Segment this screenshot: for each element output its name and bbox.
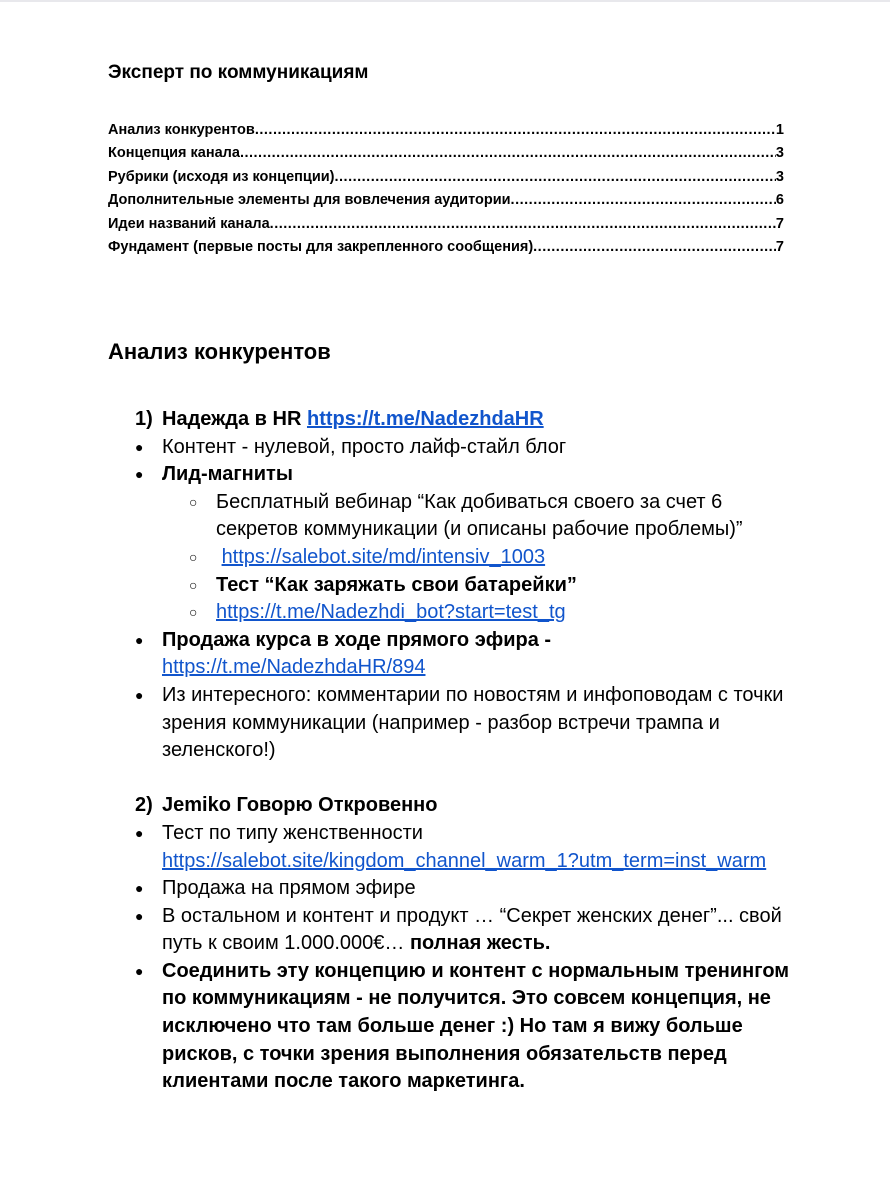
toc-page: 1: [775, 122, 784, 138]
toc-page: 7: [775, 238, 784, 255]
list-item-text: В остальном и контент и продукт … “Секрет женских денег”... свой путь к своим 1.000.000€…: [162, 904, 782, 955]
femininity-test-link[interactable]: https://salebot.site/kingdom_channel_warm_1?utm_term=inst_warm: [162, 849, 767, 872]
toc-leader: [533, 239, 776, 255]
toc-entry[interactable]: [108, 216, 784, 239]
toc-label: Фундамент (первые посты для закрепленного сообщения): [108, 238, 534, 255]
list-item: [108, 820, 798, 875]
list-item-text: Продажа на прямом эфире: [162, 877, 416, 900]
emphasis-text: полная жесть.: [409, 932, 551, 955]
list-item: [108, 903, 798, 958]
list-item-text: Лид-магниты: [162, 463, 293, 486]
competitor-heading: [108, 406, 798, 434]
toc-label: Дополнительные элементы для вовлечения аудитории: [108, 192, 511, 209]
toc-label: Идеи названий канала: [108, 215, 270, 232]
toc-page: 6: [775, 192, 784, 209]
toc-leader: [334, 169, 775, 185]
list-item-text: Контент - нулевой, просто лайф-стайл блог: [162, 435, 567, 458]
list-item: [108, 958, 798, 1096]
list-number: 2): [135, 794, 153, 817]
list-item-text: Из интересного: комментарии по новостям и инфоповодам с точки зрения коммуникации (например - разбор встречи трампа и зеленского!): [162, 683, 784, 762]
toc-leader: [511, 192, 776, 208]
toc-label: Анализ конкурентов: [108, 122, 255, 138]
document-title: Эксперт по коммуникациям: [108, 62, 369, 83]
toc-entry[interactable]: [108, 239, 784, 262]
bullet-icon: ●: [135, 438, 144, 455]
toc-label: Концепция канала: [108, 145, 240, 162]
sublist-item: [108, 544, 798, 572]
spacer: [108, 765, 798, 793]
toc-page: 3: [775, 145, 784, 162]
bullet-icon: ●: [135, 686, 144, 703]
competitor-name: Надежда в HR: [162, 408, 307, 430]
list-item-text: Тест “Как заряжать свои батарейки”: [216, 573, 577, 596]
hollow-bullet-icon: ○: [189, 604, 198, 621]
competitor-name: Jemiko Говорю Откровенно: [162, 794, 438, 817]
bullet-icon: ●: [135, 880, 144, 897]
list-item: [108, 627, 798, 682]
list-item: [108, 875, 798, 903]
sublist-item: [108, 599, 798, 627]
bullet-icon: ●: [135, 907, 144, 924]
hollow-bullet-icon: ○: [189, 576, 198, 593]
hollow-bullet-icon: ○: [189, 548, 198, 565]
list-item-text: Продажа курса в ходе прямого эфира -: [162, 628, 552, 651]
toc-leader: [270, 216, 776, 232]
toc-leader: [255, 122, 776, 138]
competitors-list: [108, 406, 798, 1096]
competitor-heading: [108, 792, 798, 820]
bullet-icon: ●: [135, 962, 144, 979]
list-item: [108, 461, 798, 489]
bullet-icon: ●: [135, 466, 144, 483]
list-item: [108, 434, 798, 462]
toc-label: Рубрики (исходя из концепции): [108, 168, 335, 185]
list-item-text: Бесплатный вебинар “Как добиваться своего за счет 6 секретов коммуникации (и описаны рабочие проблемы)”: [216, 490, 743, 541]
bullet-icon: ●: [135, 824, 144, 841]
list-item: [108, 682, 798, 765]
webinar-link[interactable]: https://salebot.site/md/intensiv_1003: [221, 545, 546, 568]
competitor-link[interactable]: https://t.me/NadezhdaHR: [306, 408, 544, 430]
test-bot-link[interactable]: https://t.me/Nadezhdi_bot?start=test_tg: [216, 601, 566, 624]
sale-post-link[interactable]: https://t.me/NadezhdaHR/894: [162, 656, 426, 679]
toc-page: 3: [775, 168, 784, 185]
top-border: [0, 0, 890, 2]
toc-page: 7: [775, 215, 784, 232]
list-item-text: Тест по типу женственности: [162, 821, 423, 844]
bullet-icon: ●: [135, 631, 144, 648]
list-number: 1): [135, 408, 153, 430]
table-of-contents: [108, 122, 784, 262]
sublist-item: [108, 572, 798, 600]
sublist-item: [108, 489, 798, 544]
hollow-bullet-icon: ○: [189, 493, 198, 510]
list-item-text: Соединить эту концепцию и контент с нормальным тренингом по коммуникациям - не получится. Это совсем концепция, не исключено что там больше денег :) Но там я вижу больше рисков, с точки зрения выполнения обязательств перед клиентами после такого маркетинга.: [162, 959, 790, 1093]
toc-entry[interactable]: [108, 192, 784, 215]
toc-entry[interactable]: [108, 169, 784, 192]
toc-leader: [240, 145, 776, 161]
section-heading: Анализ конкурентов: [108, 339, 331, 364]
toc-entry[interactable]: [108, 145, 784, 168]
toc-entry[interactable]: [108, 122, 784, 145]
